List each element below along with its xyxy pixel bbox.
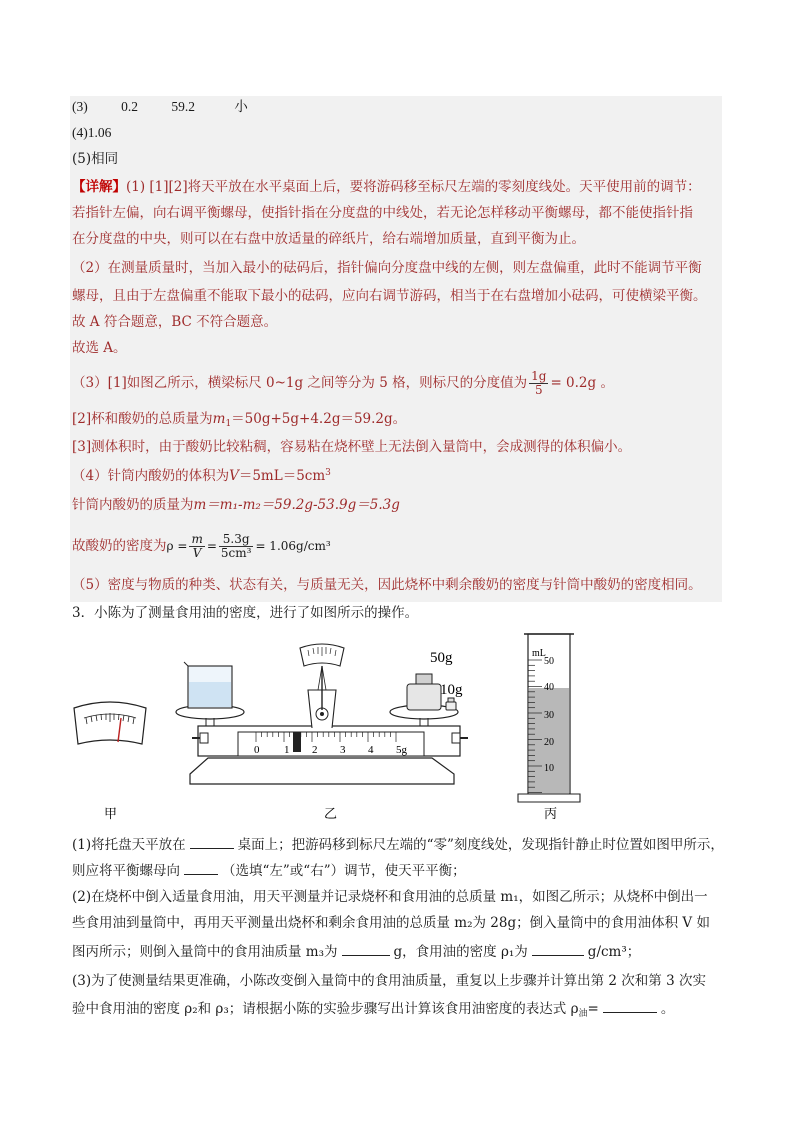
caption-yi: 乙 xyxy=(324,806,338,821)
q3-s2-line1: (2)在烧杯中倒入适量食用油，用天平测量并记录烧杯和食用油的总质量 m₁，如图乙所示；从烧杯中倒出一 xyxy=(72,889,708,905)
q3-s1-line2: 则应将平衡螺母向 （选填“左”或“右”）调节，使天平平衡； xyxy=(72,860,466,880)
question-3-stem: 3．小陈为了测量食用油的密度，进行了如图所示的操作。 xyxy=(72,605,419,621)
q3-s3-line2: 验中食用油的密度 ρ₂和 ρ₃；请根据小陈的实验步骤写出计算该食用油密度的表达式 $\rho_油=$ 。 xyxy=(72,998,674,1023)
ruler-tick-label: 5g xyxy=(396,744,407,756)
answer-blank[interactable] xyxy=(532,941,584,956)
detail-p2-line4: 故选 A。 xyxy=(72,340,127,356)
caption-bing: 丙 xyxy=(544,806,558,821)
ruler-tick-label: 4 xyxy=(368,744,374,756)
caption-jia: 甲 xyxy=(104,806,118,821)
answer-blank[interactable] xyxy=(190,834,234,849)
q3-s3-line1: (3)为了使测量结果更准确，小陈改变倒入量筒中的食用油质量，重复以上步骤并计算出第 2 次和第 3 次实 xyxy=(72,973,706,989)
detail-p2-line2: 螺母，且由于左盘偏重不能取下最小的砝码，应向右调节游码，相当于在右盘增加小砝码，可使横梁平衡。 xyxy=(72,288,707,304)
cylinder-tick-label: 40 xyxy=(544,682,554,693)
answer-blank[interactable] xyxy=(603,998,657,1013)
detail-p5: （5）密度与物质的种类、状态有关，与质量无关，因此烧杯中剩余酸奶的密度与针筒中酸奶的密度相同。 xyxy=(72,577,702,593)
dial-jia xyxy=(74,702,146,744)
detail-p4-line1: （4）针筒内酸奶的体积为$V=5mL=5cm^3$ xyxy=(72,468,331,484)
detail-p1-line2: 若指针左偏，向右调平衡螺母，使指针指在分度盘的中线处，若无论怎样移动平衡螺母，都不能使指针指 xyxy=(72,205,693,221)
cylinder-unit: mL xyxy=(532,648,546,659)
ruler-tick-label: 1 xyxy=(284,744,290,756)
cylinder-tick-label: 50 xyxy=(544,656,554,667)
detail-p1-line1: 【详解】(1) [1][2]将天平放在水平桌面上后，要将游码移至标尺左端的零刻度线处。天平使用前的调节： xyxy=(72,179,701,195)
q3-s2-line3: 图丙所示；则倒入量筒中的食用油质量 m₃为 g，食用油的密度 ρ₁为 g/cm³； xyxy=(72,941,640,961)
detail-p4-line2: 针筒内酸奶的质量为m＝m₁-m₂＝59.2g-53.9g＝5.3g xyxy=(72,497,400,513)
mass-50g-label: 50g xyxy=(430,650,453,666)
detail-p3-line2: [2]杯和酸奶的总质量为$m_1=50g+5g+4.2g=59.2g$。 xyxy=(72,411,407,429)
ruler-tick-label: 0 xyxy=(254,744,260,756)
q3-s1-line1: (1)将托盘天平放在 桌面上；把游码移到标尺左端的“零”刻度线处，发现指针静止时位置如图甲所示， xyxy=(72,834,724,854)
cylinder-tick-label: 20 xyxy=(544,737,554,748)
detail-p3-line3: [3]测体积时，由于酸奶比较粘稠，容易粘在烧杯壁上无法倒入量筒中，会成测得的体积偏小。 xyxy=(72,439,632,455)
balance-yi xyxy=(176,644,468,784)
detail-p2-line3: 故 A 符合题意，BC 不符合题意。 xyxy=(72,314,278,330)
detail-tag: 【详解】 xyxy=(72,179,126,195)
q3-s2-line2: 些食用油到量筒中，再用天平测量出烧杯和剩余食用油的总质量 m₂为 28g；倒入量筒中的食用油体积 V 如 xyxy=(72,915,710,931)
detail-p4-line3: 故酸奶的密度为 ρ = $\frac{m}{V}$ = $\frac{5.3g}{\text{5cm³}}$ = 1.06g/cm³ xyxy=(72,531,331,560)
answer-5: (5)相同 xyxy=(72,151,119,167)
detail-p3-line1: （3）[1]如图乙所示，横梁标尺 0~1g 之间等分为 5 格，则标尺的分度值为 $\frac{1g}{5}$ = 0.2g 。 xyxy=(72,368,614,397)
cylinder-tick-label: 30 xyxy=(544,710,554,721)
answer-blank[interactable] xyxy=(184,860,218,875)
answer-3: (3) 0.2 59.2 小 xyxy=(72,99,248,114)
cylinder-tick-label: 10 xyxy=(544,763,554,774)
detail-p1-line3: 在分度盘的中央，则可以在右盘中放适量的碎纸片，给右端增加质量，直到平衡为止。 xyxy=(72,231,585,247)
ruler-tick-label: 3 xyxy=(340,744,346,756)
mass-10g-label: 10g xyxy=(440,682,463,698)
division-fraction: $\frac{1g}{5}$ xyxy=(531,368,547,397)
answer-blank[interactable] xyxy=(342,941,390,956)
detail-p2-line1: （2）在测量质量时，当加入最小的砝码后，指针偏向分度盘中线的左侧，则左盘偏重，此时不能调节平衡 xyxy=(72,260,702,276)
experiment-figure xyxy=(60,626,620,826)
ruler-tick-label: 2 xyxy=(312,744,318,756)
answer-4: (4)1.06 xyxy=(72,125,112,140)
